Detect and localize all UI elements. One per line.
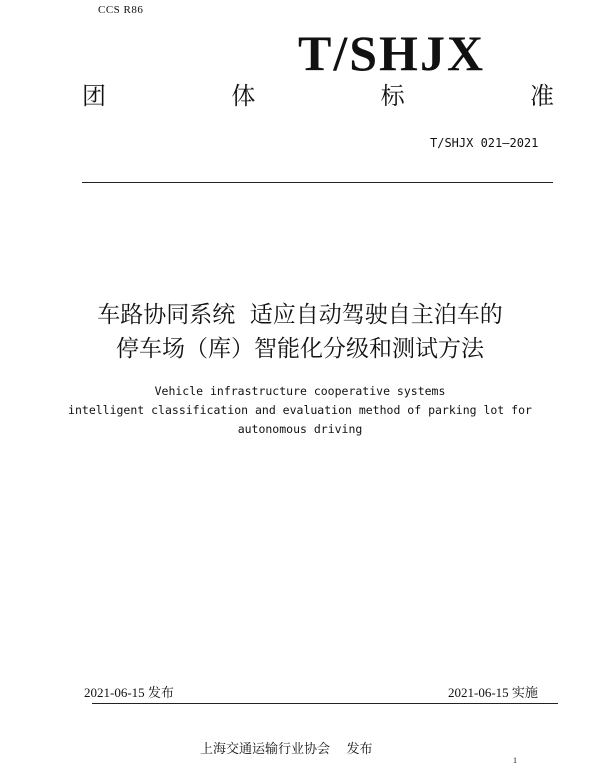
ccs-classification: CCS R86 <box>98 4 144 16</box>
chinese-title <box>40 298 560 366</box>
english-title-line: Vehicle infrastructure cooperative systems <box>154 384 446 398</box>
standard-code-logo: T/SHJX <box>298 25 486 81</box>
standard-type-char: 标 <box>380 82 405 110</box>
standard-type-char: 体 <box>231 82 256 110</box>
english-title-line: intelligent classification and evaluation method of parking lot for <box>68 403 532 417</box>
bottom-divider <box>92 703 558 704</box>
standard-type-heading <box>82 84 554 108</box>
standard-number: T/SHJX 021—2021 <box>430 136 539 150</box>
publish-date: 2021-06-15 发布 <box>84 685 174 700</box>
page-number: 1 <box>513 756 517 765</box>
publisher: 上海交通运输行业协会 发布 <box>200 742 373 757</box>
english-title <box>40 382 560 439</box>
top-divider <box>82 182 553 183</box>
chinese-title-line: 车路协同系统 适应自动驾驶自主泊车的 <box>97 302 503 328</box>
english-title-line: autonomous driving <box>237 422 363 436</box>
implement-date: 2021-06-15 实施 <box>448 685 538 700</box>
chinese-title-line: 停车场（库）智能化分级和测试方法 <box>116 336 484 362</box>
standard-type-char: 准 <box>529 82 554 110</box>
standard-type-char: 团 <box>82 82 106 110</box>
